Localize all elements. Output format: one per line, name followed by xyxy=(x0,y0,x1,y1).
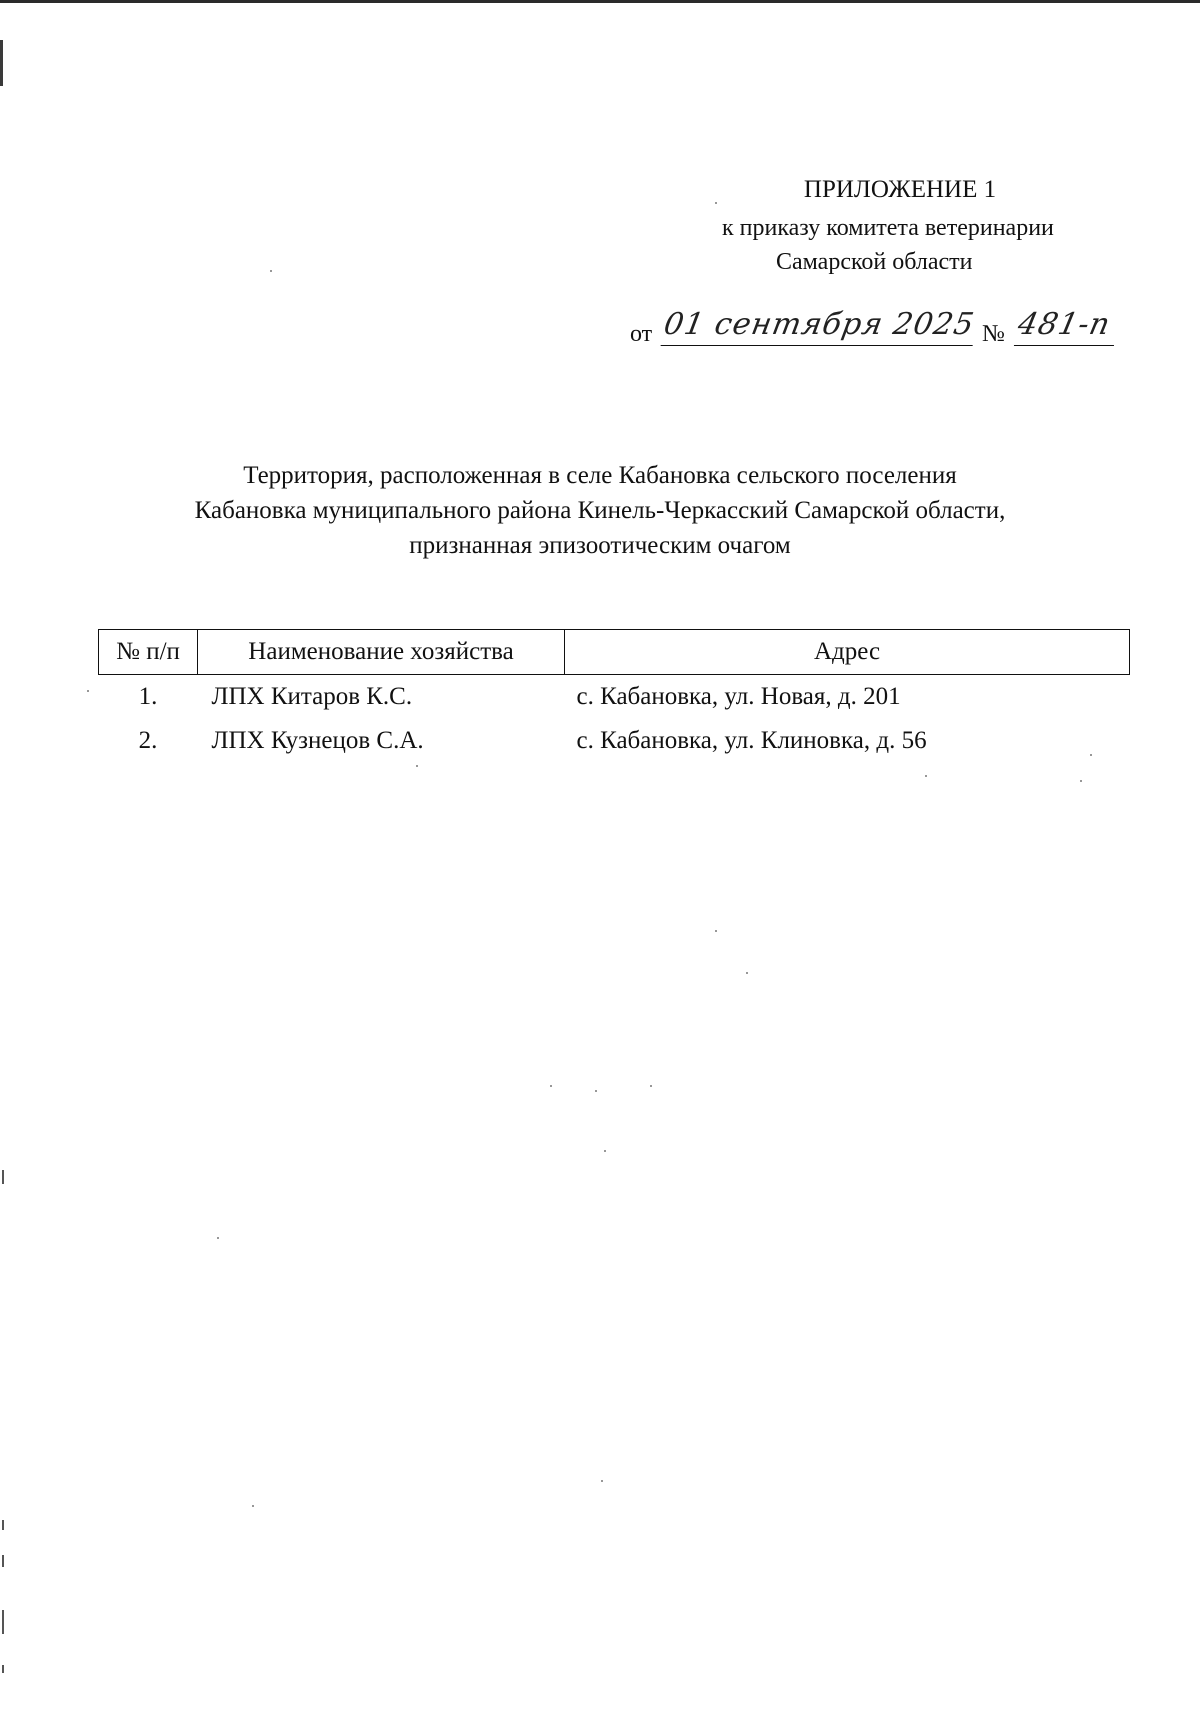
scan-edge-speck xyxy=(2,1555,4,1567)
scan-dust xyxy=(595,1090,597,1092)
households-table xyxy=(98,629,1130,763)
handwritten-order-number: 481-п xyxy=(1014,307,1122,346)
scan-dust xyxy=(601,1480,603,1482)
scan-dust xyxy=(746,972,748,974)
scan-dust xyxy=(715,930,717,932)
column-header-address: Адрес xyxy=(565,630,1130,675)
order-number-label: № xyxy=(982,321,1005,347)
household-address: с. Кабановка, ул. Клиновка, д. 56 xyxy=(576,727,927,754)
scan-edge-speck xyxy=(2,1170,4,1184)
row-number: 1. xyxy=(138,683,158,710)
scan-dust xyxy=(550,1085,552,1087)
document-title-line: Территория, расположенная в селе Кабановка сельского поселения xyxy=(243,462,957,489)
scan-edge-speck xyxy=(2,1610,4,1634)
scan-dust xyxy=(925,775,927,777)
household-name: ЛПХ Китаров К.С. xyxy=(211,683,413,710)
document-title-line: признанная эпизоотическим очагом xyxy=(409,532,791,559)
column-header-household-name: Наименование хозяйства xyxy=(198,630,565,675)
scan-dust xyxy=(604,1150,606,1152)
scan-dust xyxy=(252,1505,254,1507)
table-row xyxy=(99,719,1130,763)
scan-dust xyxy=(87,690,89,692)
scan-dust xyxy=(270,270,272,272)
document-title-line: Кабановка муниципального района Кинель-Черкасский Самарской области, xyxy=(194,497,1006,524)
household-name: ЛПХ Кузнецов С.А. xyxy=(211,727,424,754)
scan-edge-speck xyxy=(2,1520,4,1530)
scan-dust xyxy=(715,202,717,204)
appendix-region: Самарской области xyxy=(776,249,973,275)
appendix-order-reference: к приказу комитета ветеринарии xyxy=(722,215,1054,241)
household-address: с. Кабановка, ул. Новая, д. 201 xyxy=(576,683,901,710)
scan-edge-speck xyxy=(2,1665,4,1673)
table-row xyxy=(99,675,1130,720)
document-title xyxy=(100,458,1100,563)
handwritten-order-date: 01 сентября 2025 xyxy=(661,307,980,346)
scan-dust xyxy=(1080,780,1082,782)
table-header-row xyxy=(99,630,1130,675)
scan-dust xyxy=(217,1237,219,1239)
row-number: 2. xyxy=(138,727,158,754)
order-date-number-line xyxy=(630,307,1150,351)
scan-dust xyxy=(416,765,418,767)
column-header-number: № п/п xyxy=(99,630,198,675)
order-date-label: от xyxy=(630,321,653,347)
scan-left-edge-mark xyxy=(0,40,3,86)
scan-dust xyxy=(650,1085,652,1087)
appendix-title: ПРИЛОЖЕНИЕ 1 xyxy=(803,176,997,203)
scan-top-border xyxy=(0,0,1200,3)
